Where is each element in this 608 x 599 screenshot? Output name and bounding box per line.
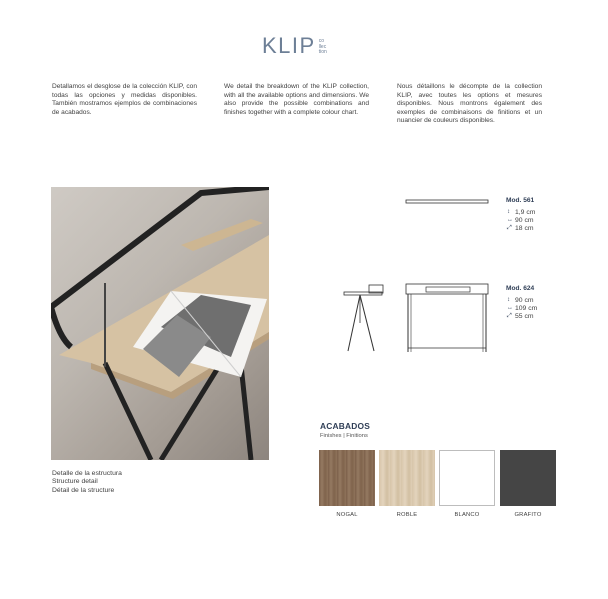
intro-text-french: Nous détaillons le décompte de la collection KLIP, avec toutes les options et mesures disponibles. Nous montrons également des exemples de combinaisons de finitions et un nuancier de couleurs disponibles. bbox=[397, 83, 542, 125]
intro-text-spanish: Detallamos el desglose de la colección KLIP, con todas las opciones y medidas disponibles. También mostramos ejemplos de combinaciones de acabados. bbox=[52, 83, 197, 116]
swatch-label-blanco: BLANCO bbox=[454, 512, 480, 518]
height-icon: ↕ bbox=[507, 297, 510, 303]
depth-icon: ⤢ bbox=[507, 312, 512, 319]
swatch-label-grafito: GRAFITO bbox=[514, 512, 542, 518]
dim-value: 55 cm bbox=[515, 312, 534, 320]
finishes-subtitle: Finishes | Finitions bbox=[320, 433, 368, 439]
logo-sub-line: co bbox=[318, 38, 324, 44]
dim-row bbox=[507, 305, 537, 313]
dim-row bbox=[507, 225, 535, 233]
desk-top-front bbox=[406, 284, 488, 294]
dim-row bbox=[507, 313, 537, 321]
shelf-outline bbox=[406, 200, 488, 203]
swatch-blanco bbox=[439, 450, 495, 506]
logo-sub-line: tion bbox=[318, 49, 327, 55]
caption-french: Détail de la structure bbox=[52, 486, 115, 494]
model-561-label: Mod. 561 bbox=[506, 197, 535, 204]
side-leg bbox=[360, 295, 374, 351]
desk-top-side bbox=[344, 292, 382, 295]
side-leg bbox=[348, 295, 360, 351]
drawer-front bbox=[426, 287, 470, 292]
logo-sub-line: llec bbox=[318, 43, 327, 50]
height-icon: ↕ bbox=[507, 209, 510, 215]
depth-icon: ⤢ bbox=[507, 224, 512, 231]
dim-row bbox=[507, 217, 535, 225]
mod-624-side-drawing bbox=[340, 283, 388, 355]
logo-subtext bbox=[319, 39, 327, 56]
width-icon: ↔ bbox=[507, 304, 513, 311]
desk-illustration bbox=[51, 187, 269, 460]
swatch-label-nogal: NOGAL bbox=[336, 512, 358, 518]
model-561-dimensions bbox=[507, 209, 535, 232]
logo-text: KLIP bbox=[262, 33, 316, 58]
dim-row bbox=[507, 297, 537, 305]
dim-value: 90 cm bbox=[515, 297, 534, 304]
frame-curve bbox=[51, 307, 71, 347]
swatch-nogal bbox=[319, 450, 375, 506]
caption-english: Structure detail bbox=[52, 478, 98, 486]
finishes-title: ACABADOS bbox=[320, 421, 370, 431]
swatch-roble bbox=[379, 450, 435, 506]
brand-logo bbox=[262, 33, 327, 58]
swatch-grafito bbox=[500, 450, 556, 506]
width-icon: ↔ bbox=[507, 216, 513, 223]
mod-561-drawing bbox=[405, 198, 490, 206]
swatch-label-roble: ROBLE bbox=[396, 512, 418, 518]
dim-row bbox=[507, 209, 535, 217]
dim-value: 18 cm bbox=[515, 224, 534, 232]
intro-text-english: We detail the breakdown of the KLIP collection, with all the available options and dimensions. We also provide the possible combinations and finishes together with a complete colour chart. bbox=[224, 83, 369, 116]
dim-value: 109 cm bbox=[515, 304, 538, 312]
model-624-label: Mod. 624 bbox=[506, 285, 535, 292]
photo-caption bbox=[52, 470, 122, 495]
mod-624-front-drawing bbox=[404, 282, 490, 354]
structure-detail-photo bbox=[51, 187, 269, 460]
caption-spanish: Detalle de la estructura bbox=[52, 470, 122, 477]
dim-value: 90 cm bbox=[515, 216, 534, 224]
dim-value: 1,9 cm bbox=[515, 209, 536, 216]
model-624-dimensions bbox=[507, 297, 537, 320]
